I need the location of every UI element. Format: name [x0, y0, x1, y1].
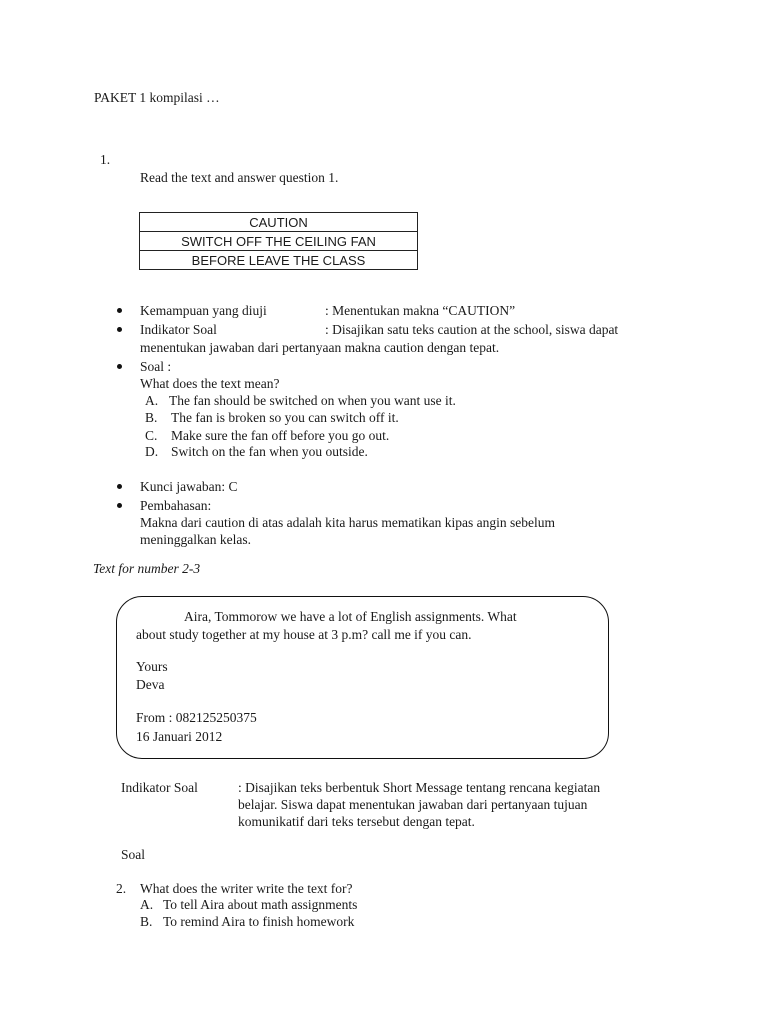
pembahasan-label: Pembahasan:: [140, 498, 212, 513]
q1-option-c-text: Make sure the fan off before you go out.: [171, 428, 390, 443]
pembahasan-line-2: meninggalkan kelas.: [140, 532, 251, 547]
caution-title: CAUTION: [140, 213, 417, 232]
indikator-value-line-1: : Disajikan satu teks caution at the school, siswa dapat: [325, 322, 619, 337]
indikator-value-line-2: menentukan jawaban dari pertanyaan makna caution dengan tepat.: [140, 340, 500, 355]
q2-indikator-line-3: komunikatif dari teks tersebut dengan tepat.: [238, 814, 475, 829]
answer-key: Kunci jawaban: C: [140, 479, 238, 494]
q2-indikator-line-2: belajar. Siswa dapat menentukan jawaban dari pertanyaan tujuan: [238, 797, 588, 812]
section-heading: Text for number 2-3: [93, 561, 201, 576]
q1-option-b-text: The fan is broken so you can switch off it.: [171, 410, 399, 425]
caution-line-2: BEFORE LEAVE THE CLASS: [191, 253, 366, 268]
q1-option-c-letter: C.: [145, 428, 158, 443]
q1-instruction: Read the text and answer question 1.: [140, 170, 339, 185]
q2-question: What does the writer write the text for?: [140, 881, 353, 896]
bullet-icon: [117, 503, 122, 508]
indikator-label: Indikator Soal: [140, 322, 217, 337]
bullet-icon: [117, 364, 122, 369]
caution-notice-box: [139, 212, 418, 270]
q2-indikator-line-1: : Disajikan teks berbentuk Short Message tentang rencana kegiatan: [238, 780, 601, 795]
message-sender: Deva: [136, 677, 165, 692]
bullet-icon: [117, 484, 122, 489]
q1-option-a-text: The fan should be switched on when you want use it.: [169, 393, 456, 408]
page-title: PAKET 1 kompilasi …: [94, 90, 220, 105]
message-from: From : 082125250375: [136, 710, 257, 725]
message-line-1: Aira, Tommorow we have a lot of English assignments. What: [184, 609, 517, 624]
q2-option-a-letter: A.: [140, 897, 154, 912]
q1-option-a-letter: A.: [145, 393, 159, 408]
pembahasan-line-1: Makna dari caution di atas adalah kita harus mematikan kipas angin sebelum: [140, 515, 555, 530]
q1-option-d-letter: D.: [145, 444, 159, 459]
soal-label: Soal :: [140, 359, 172, 374]
message-closing: Yours: [136, 659, 168, 674]
q1-option-b-letter: B.: [145, 410, 158, 425]
q2-option-a-text: To tell Aira about math assignments: [163, 897, 358, 912]
kemampuan-value: : Menentukan makna “CAUTION”: [325, 303, 516, 318]
caution-line-1: SWITCH OFF THE CEILING FAN: [140, 232, 417, 251]
q1-option-d-text: Switch on the fan when you outside.: [171, 444, 368, 459]
q2-soal-label: Soal: [121, 847, 146, 862]
question-number-1: 1.: [100, 152, 111, 167]
bullet-icon: [117, 308, 122, 313]
q2-option-b-letter: B.: [140, 914, 153, 929]
question-number-2: 2.: [116, 881, 127, 896]
message-line-2: about study together at my house at 3 p.m? call me if you can.: [136, 627, 472, 642]
message-date: 16 Januari 2012: [136, 729, 223, 744]
bullet-icon: [117, 327, 122, 332]
q1-question: What does the text mean?: [140, 376, 280, 391]
q2-option-b-text: To remind Aira to finish homework: [163, 914, 355, 929]
kemampuan-label: Kemampuan yang diuji: [140, 303, 267, 318]
q2-indikator-label: Indikator Soal: [121, 780, 198, 795]
